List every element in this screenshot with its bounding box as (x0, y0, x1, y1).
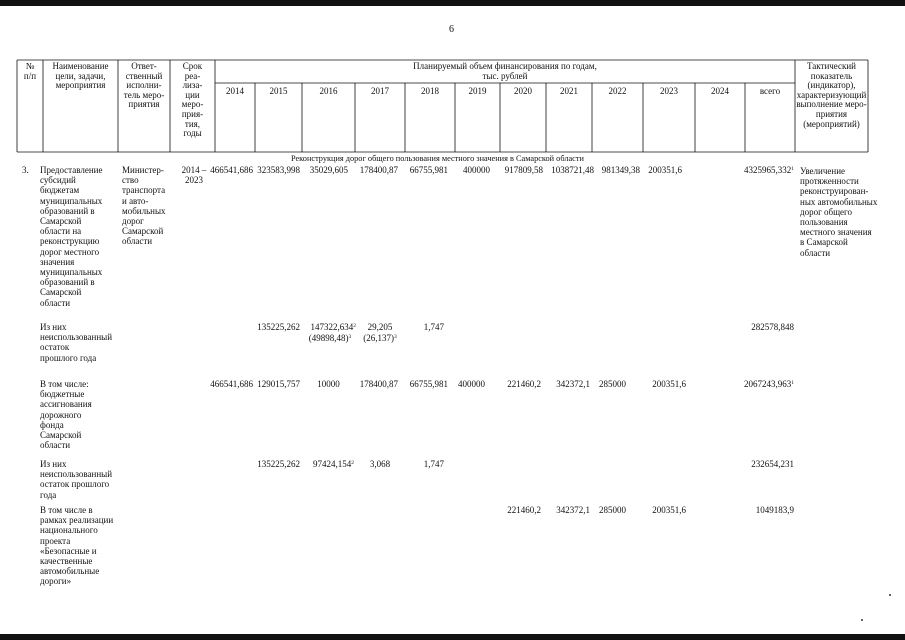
header-year-2024: 2024 (711, 86, 729, 96)
footnote-mark: 2 (353, 323, 356, 329)
page-number: 6 (449, 24, 454, 35)
row3-value-2022: 981349,38 (601, 165, 640, 175)
unused1-value-total: 282578,848 (751, 322, 794, 332)
header-year-2018: 2018 (421, 86, 439, 96)
footnote-mark: 1 (791, 166, 794, 172)
row3-value-total: 4325965,332$^1$ (744, 165, 794, 175)
header-term: Срок реа- лиза- ции меро- прия- тия, годы (181, 61, 204, 139)
header-year-2020: 2020 (514, 86, 532, 96)
unused2-name: Из них неиспользованный остаток прошлого года (40, 459, 113, 500)
row3-indicator: Увеличение протяженности реконструирован- ных автомобильных дорог общего пользования местного значения в Самарской области (800, 166, 878, 258)
national-value-2023: 200351,6 (652, 505, 686, 515)
incl-value-total: 2067243,963$^1$ (744, 379, 794, 389)
row3-value-2017: 178400,87 (359, 165, 398, 175)
header-year-2014: 2014 (226, 86, 244, 96)
incl-name: В том числе: бюджетные ассигнования дорожного фонда Самарской области (40, 379, 92, 451)
row3-number: 3. (22, 165, 29, 175)
row3-value-2019: 400000 (463, 165, 490, 175)
header-year-2017: 2017 (371, 86, 389, 96)
row3-value-2020: 917809,58 (504, 165, 543, 175)
header-year-2023: 2023 (660, 86, 678, 96)
national-value-2022: 285000 (599, 505, 626, 515)
national-name: В том числе в рамках реализации национального проекта «Безопасные и качественные автомобильные дороги» (40, 505, 114, 587)
unused2-value-total: 232654,231 (751, 459, 794, 469)
header-indicator: Тактический показатель (индикатор), характеризующий выполнение меро- приятия (мероприятий) (796, 61, 867, 129)
incl-value-2019: 400000 (458, 379, 485, 389)
header-year-2021: 2021 (560, 86, 578, 96)
unused1-value-2016: 147322,634$^2$ (310, 322, 356, 332)
national-value-2021: 342372,1 (556, 505, 590, 515)
header-responsible: Ответ- ственный исполни- тель меро- приятия (123, 61, 165, 110)
incl-value-2020: 221460,2 (507, 379, 541, 389)
row3-value-2018: 66755,981 (409, 165, 448, 175)
footnote-mark: 1 (791, 380, 794, 386)
unused1-value-2017: 29,205 (367, 322, 393, 332)
incl-value-2017: 178400,87 (359, 379, 398, 389)
unused1-name: Из них неиспользованный остаток прошлого года (40, 322, 113, 363)
header-finance-title: Планируемый объем финансирования по годам, тыс. рублей (413, 61, 597, 81)
row3-name: Предоставление субсидий бюджетам муниципальных образований в Самарской области на реконструкцию дорог местного значения муниципальных образований в Самарской области (40, 165, 103, 308)
unused2-value-2017: 3,068 (369, 459, 391, 469)
scan-speck (889, 594, 891, 596)
unused1-value-2017-reserve: $(26,137)^3$ (363, 333, 397, 343)
header-year-2016: 2016 (319, 86, 338, 96)
header-total: всего (759, 86, 781, 96)
incl-value-2022: 285000 (599, 379, 626, 389)
header-year-2022: 2022 (608, 86, 627, 96)
section-title: Реконструкция дорог общего пользования местного значения в Самарской области (291, 154, 584, 163)
incl-value-2014: 466541,686 (210, 379, 253, 389)
footnote-mark: 3 (348, 334, 352, 340)
row3-value-2023: 200351,6 (648, 165, 682, 175)
unused2-value-2016: 97424,154$^2$ (313, 459, 354, 469)
incl-value-2023: 200351,6 (652, 379, 686, 389)
row3-value-2014: 466541,686 (210, 165, 253, 175)
national-value-total: 1049183,9 (755, 505, 794, 515)
row3-value-2016: 35029,605 (309, 165, 348, 175)
incl-value-2016: 10000 (317, 379, 340, 389)
unused2-value-2015: 135225,262 (257, 459, 300, 469)
unused1-value-2016-reserve: $(49898,48)^3$ (308, 333, 352, 343)
unused2-value-2018: 1,747 (423, 459, 444, 469)
row3-value-2015: 323583,998 (257, 165, 300, 175)
row3-value-2021: 1038721,48 (551, 165, 594, 175)
row3-term: 2014 – 2023 (181, 165, 207, 186)
incl-value-2018: 66755,981 (409, 379, 448, 389)
footnote-mark: 2 (351, 460, 354, 466)
national-value-2020: 221460,2 (507, 505, 541, 515)
scan-speck (861, 619, 863, 621)
header-num: № п/п (23, 61, 37, 81)
footnote-mark: 3 (394, 334, 397, 340)
header-year-2019: 2019 (468, 86, 487, 96)
unused1-value-2015: 135225,262 (257, 322, 300, 332)
header-year-2015: 2015 (269, 86, 288, 96)
header-name: Наименование цели, задачи, мероприятия (52, 61, 109, 91)
unused1-value-2018: 1,747 (423, 322, 444, 332)
incl-value-2021: 342372,1 (556, 379, 590, 389)
row3-responsible: Министер- ство транспорта и авто- мобильных дорог Самарской области (122, 165, 166, 247)
incl-value-2015: 129015,757 (257, 379, 300, 389)
